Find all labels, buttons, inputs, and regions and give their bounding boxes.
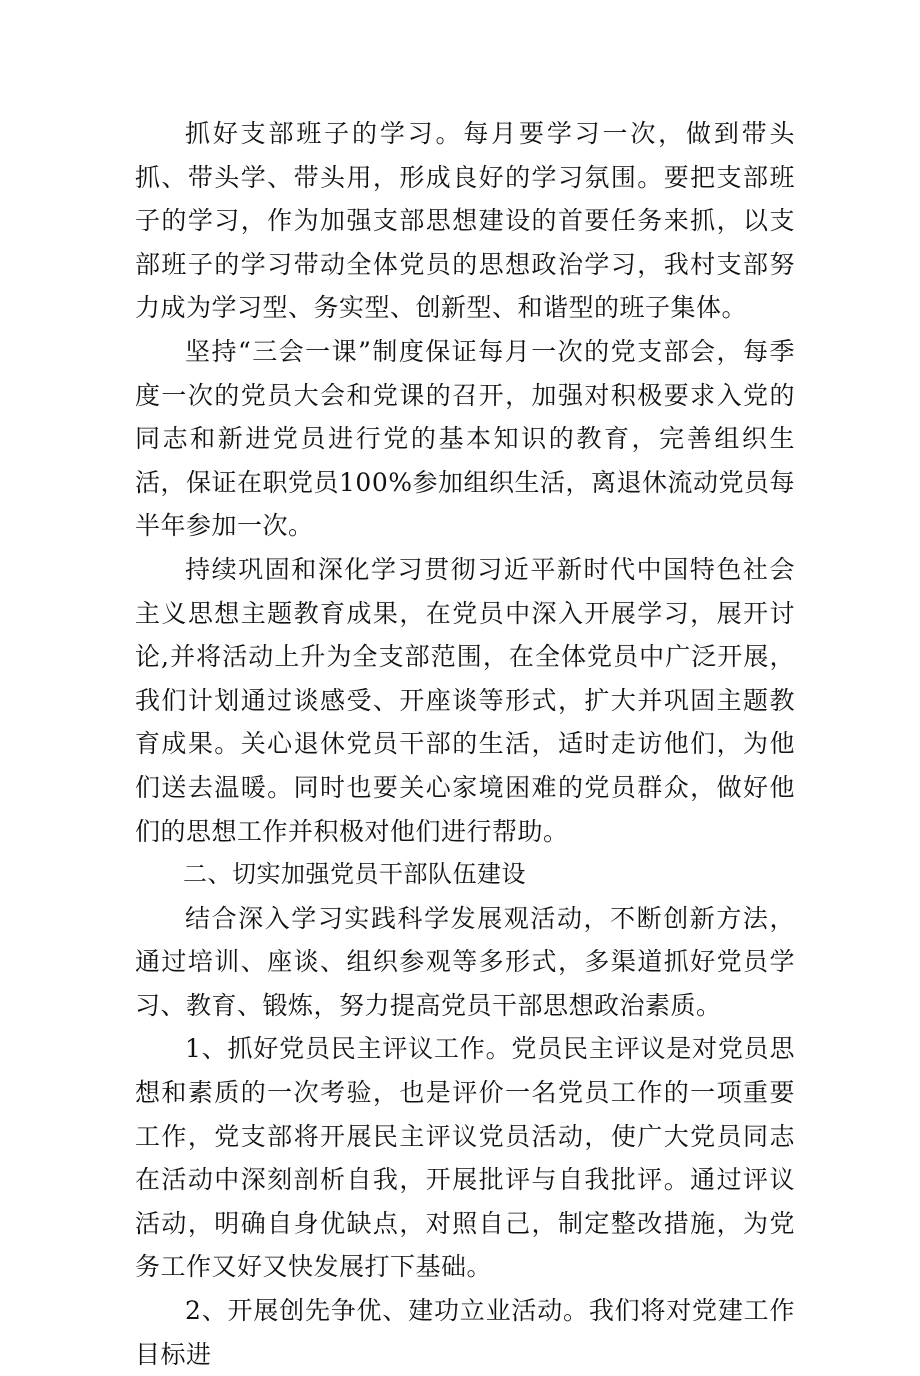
paragraph-education: 持续巩固和深化学习贯彻习近平新时代中国特色社会主义思想主题教育成果，在党员中深入开展学习，展开讨论,并将活动上升为全支部范围，在全体党员中广泛开展，我们计划通过谈感受、开座谈等形式，扩大并巩固主题教育成果。关心退休党员干部的生活，适时走访他们，为他们送去温暖。同时也要关心家境困难的党员群众，做好他们的思想工作并积极对他们进行帮助。 (135, 554, 795, 846)
paragraph-study: 抓好支部班子的学习。每月要学习一次，做到带头抓、带头学、带头用，形成良好的学习氛围。要把支部班子的学习，作为加强支部思想建设的首要任务来抓，以支部班子的学习带动全体党员的思想政治学习，我村支部努力成为学习型、务实型、创新型、和谐型的班子集体。 (135, 119, 795, 323)
paragraph-training: 结合深入学习实践科学发展观活动，不断创新方法，通过培训、座谈、组织参观等多形式，多渠道抓好党员学习、教育、锻炼，努力提高党员干部思想政治素质。 (135, 903, 795, 1020)
section-heading: 二、切实加强党员干部队伍建设 (183, 860, 526, 889)
document-body (135, 112, 795, 1376)
paragraph-excellence: 2、开展创先争优、建功立业活动。我们将对党建工作目标进 (135, 1296, 795, 1369)
paragraph-evaluation: 1、抓好党员民主评议工作。党员民主评议是对党员思想和素质的一次考验，也是评价一名党员工作的一项重要工作，党支部将开展民主评议党员活动，使广大党员同志在活动中深刻剖析自我，开展批评与自我批评。通过评议活动，明确自身优缺点，对照自己，制定整改措施，为党务工作又好又快发展打下基础。 (135, 1034, 795, 1282)
paragraph-meetings: 坚持“三会一课”制度保证每月一次的党支部会，每季度一次的党员大会和党课的召开，加强对积极要求入党的同志和新进党员进行党的基本知识的教育，完善组织生活，保证在职党员100%参加组织生活，离退休流动党员每半年参加一次。 (135, 336, 795, 541)
